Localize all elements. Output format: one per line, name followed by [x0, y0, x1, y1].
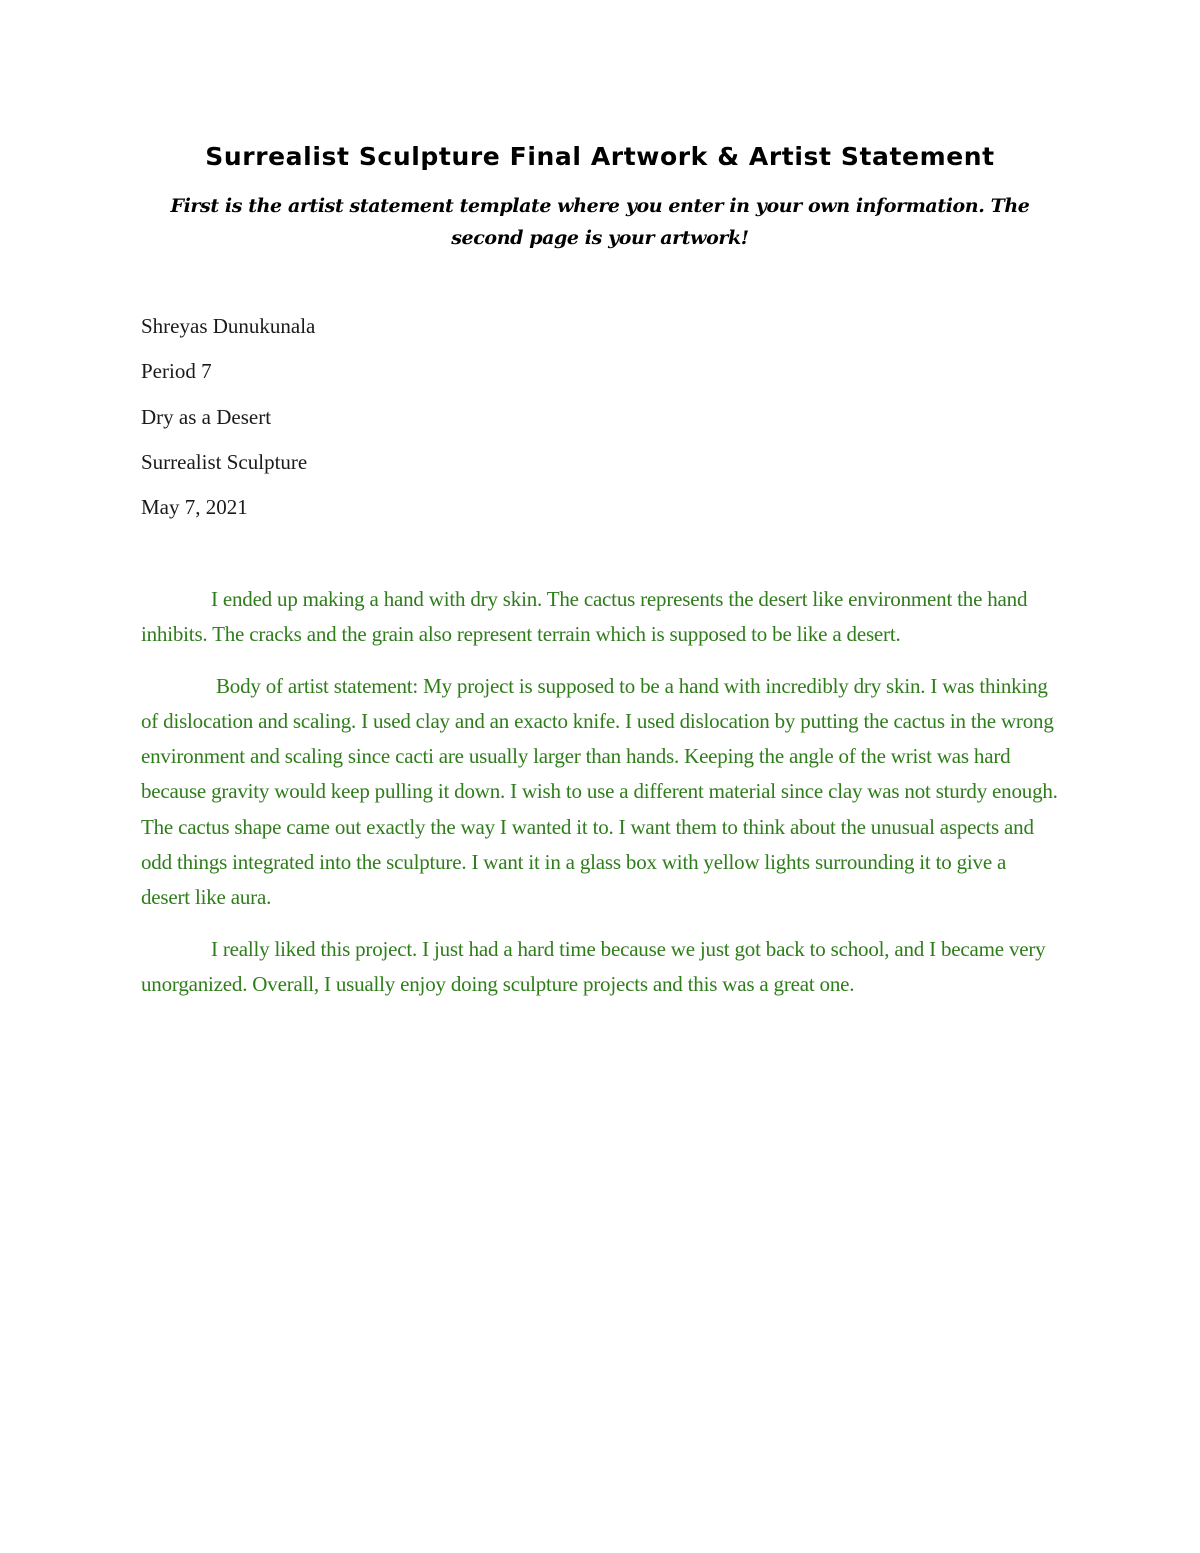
document-subtitle: First is the artist statement template where you enter in your own information. The second page is your artwork!	[170, 195, 1030, 249]
artwork-title: Dry as a Desert	[141, 404, 272, 429]
statement-paragraph-3: I really liked this project. I just had a hard time because we just got back to school, and I became very unorganized. Overall, I usually enjoy doing sculpture projects and this was a great one.	[141, 936, 1046, 996]
statement-date: May 7, 2021	[141, 495, 248, 520]
statement-paragraph-1: I ended up making a hand with dry skin. The cactus represents the desert like environment the hand inhibits. The cracks and the grain also represent terrain which is supposed to be like a desert.	[141, 587, 1028, 647]
artist-statement-body	[141, 582, 1059, 1018]
statement-paragraph-2: Body of artist statement: My project is supposed to be a hand with incredibly dry skin. I was thinking of dislocation and scaling. I used clay and an exacto knife. I used dislocation by putting the cactus in the wrong environment and scaling since cacti are usually larger than hands. Keeping the angle of the wrist was hard because gravity would keep pulling it down. I wish to use a different material since clay was not sturdy enough. The cactus shape came out exactly the way I wanted it to. I want them to think about the unusual aspects and odd things integrated into the sculpture. I want it in a glass box with yellow lights surrounding it to give a desert like aura.	[141, 673, 1058, 910]
student-info-block	[141, 309, 741, 535]
class-period: Period 7	[141, 359, 212, 384]
student-name: Shreyas Dunukunala	[141, 314, 316, 338]
document-title: Surrealist Sculpture Final Artwork & Artist Statement	[205, 142, 995, 171]
project-name: Surrealist Sculpture	[141, 449, 308, 474]
